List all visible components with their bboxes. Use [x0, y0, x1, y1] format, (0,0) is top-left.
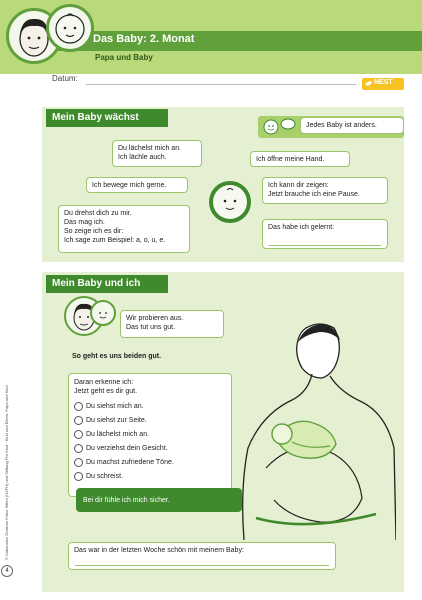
checkbox-circle[interactable] [74, 458, 83, 467]
bubble-learned: Das habe ich gelernt: [262, 219, 388, 249]
checkbox-circle[interactable] [74, 402, 83, 411]
speech-icons [262, 118, 298, 136]
last-week-input-line[interactable] [75, 565, 329, 566]
baby-face-icon [46, 4, 94, 52]
checkbox-circle[interactable] [74, 416, 83, 425]
bubble-we-try: Wir probieren aus. Das tut uns gut. [120, 310, 224, 338]
page-subtitle: Papa und Baby [95, 53, 153, 62]
bird-icon [364, 79, 373, 89]
bubble-smile: Du lächelst mich an. Ich lächle auch. [112, 140, 202, 167]
date-label: Datum: [52, 74, 78, 83]
checklist-item[interactable]: Du siehst mich an. [74, 402, 144, 414]
checklist-item[interactable]: Du machst zufriedene Töne. [74, 458, 174, 470]
checklist-item[interactable]: Du verziehst dein Gesicht. [74, 444, 168, 456]
page-title: Das Baby: 2. Monat [93, 33, 195, 45]
bubble-open-hand: Ich öffne meine Hand. [250, 151, 350, 167]
bubble-pause: Ich kann dir zeigen: Jetzt brauche ich eine Pause. [262, 177, 388, 204]
section-title-baby-grows: Mein Baby wächst [46, 109, 168, 127]
checklist-item[interactable]: Du schreist. [74, 472, 123, 484]
baby-face-icon [209, 181, 251, 223]
nest-logo-text: NEST [374, 79, 393, 86]
safe-with-you-banner: Bei dir fühle ich mich sicher. [76, 488, 242, 512]
checkbox-circle[interactable] [74, 472, 83, 481]
last-week-box: Das war in der letzten Woche schön mit meinem Baby: [68, 542, 336, 570]
checkbox-circle[interactable] [74, 444, 83, 453]
checklist-item[interactable]: Du lächelst mich an. [74, 430, 149, 442]
checklist-box: Daran erkenne ich: Jetzt geht es dir gut. Du siehst mich an. Du siehst zur Seite. Du lächelst mich an. Du verziehst dein Gesicht. Du machst zufriedene Töne. Du schreist. [68, 373, 232, 497]
bubble-turn-to-me: Du drehst dich zu mir. Das mag ich. So zeige ich es dir: Ich sage zum Beispiel: a, o, u, e. [58, 205, 190, 253]
checklist-item[interactable]: Du siehst zur Seite. [74, 416, 147, 428]
side-credit-text: © Nationales Zentrum Frühe Hilfen (NZFH) und Stiftung Pro Kind · Kind und Eltern: Papa und Kind [4, 385, 9, 560]
bubble-move: Ich bewege mich gerne. [86, 177, 188, 193]
page-number: 4 [1, 565, 13, 577]
date-field[interactable] [86, 84, 356, 85]
learned-input-line[interactable] [269, 245, 381, 246]
section-title-baby-and-me: Mein Baby und ich [46, 275, 168, 293]
father-holding-baby-illustration [236, 318, 396, 540]
checkbox-circle[interactable] [74, 430, 83, 439]
section2-heading: So geht es uns beiden gut. [72, 353, 162, 360]
tag-every-baby-different: Jedes Baby ist anders. [300, 117, 404, 134]
baby-face-icon [90, 300, 116, 326]
